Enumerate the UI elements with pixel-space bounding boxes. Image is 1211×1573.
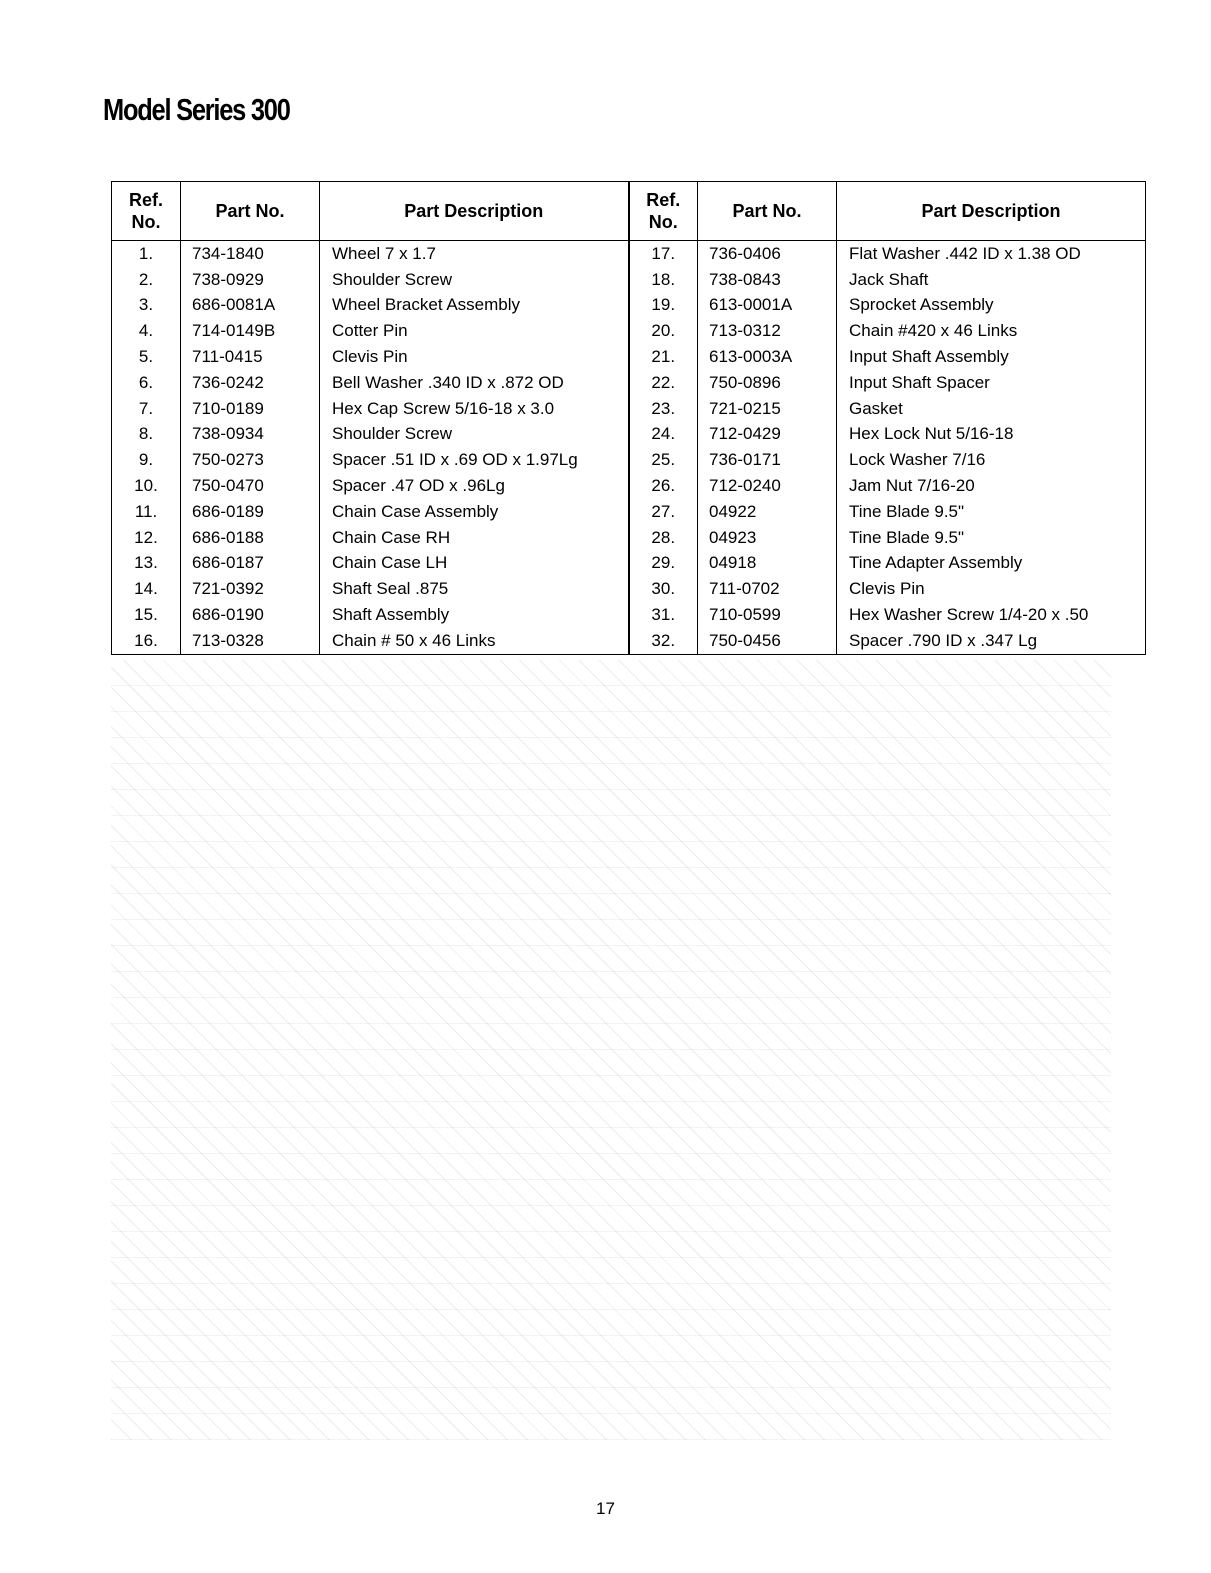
part-description: Spacer .790 ID x .347 Lg [837,628,1146,654]
part-number: 738-0843 [698,267,837,293]
part-number: 712-0429 [698,422,837,448]
part-description: Chain # 50 x 46 Links [320,628,629,654]
ref-number: 7. [112,396,181,422]
part-description: Bell Washer .340 ID x .872 OD [320,370,629,396]
part-number: 04918 [698,551,837,577]
part-description: Cotter Pin [320,318,629,344]
part-description: Chain #420 x 46 Links [837,318,1146,344]
part-description: Gasket [837,396,1146,422]
part-description: Input Shaft Assembly [837,344,1146,370]
part-description: Chain Case Assembly [320,499,629,525]
part-description: Wheel 7 x 1.7 [320,241,629,267]
part-number: 686-0187 [181,551,320,577]
ref-no-header: Ref. No. [112,182,181,241]
part-description: Chain Case RH [320,525,629,551]
ref-number: 32. [629,628,698,654]
table-row [112,525,1146,551]
ref-number: 22. [629,370,698,396]
table-row [112,499,1146,525]
table-row [112,551,1146,577]
part-description: Sprocket Assembly [837,293,1146,319]
ref-number: 18. [629,267,698,293]
part-number: 686-0189 [181,499,320,525]
ref-number: 1. [112,241,181,267]
ref-number: 20. [629,318,698,344]
ref-number: 23. [629,396,698,422]
ref-number: 17. [629,241,698,267]
ref-no-header: Ref. No. [629,182,698,241]
part-number: 711-0415 [181,344,320,370]
table-row [112,576,1146,602]
part-number: 710-0599 [698,602,837,628]
part-number: 613-0001A [698,293,837,319]
part-description: Input Shaft Spacer [837,370,1146,396]
part-description: Lock Washer 7/16 [837,447,1146,473]
ref-number: 11. [112,499,181,525]
ref-number: 24. [629,422,698,448]
part-number: 714-0149B [181,318,320,344]
part-number: 738-0929 [181,267,320,293]
parts-list-table [111,181,1146,655]
part-number: 711-0702 [698,576,837,602]
part-number: 750-0896 [698,370,837,396]
part-number: 750-0456 [698,628,837,654]
part-description: Shaft Assembly [320,602,629,628]
part-description: Shoulder Screw [320,422,629,448]
part-number: 738-0934 [181,422,320,448]
table-row [112,473,1146,499]
part-description: Jam Nut 7/16-20 [837,473,1146,499]
part-description: Clevis Pin [320,344,629,370]
part-description-header: Part Description [320,182,629,241]
part-number: 686-0081A [181,293,320,319]
part-number: 736-0242 [181,370,320,396]
ref-number: 21. [629,344,698,370]
table-header-row [112,182,1146,241]
ref-number: 25. [629,447,698,473]
part-number: 713-0328 [181,628,320,654]
part-number: 04922 [698,499,837,525]
ref-number: 26. [629,473,698,499]
table-row [112,628,1146,654]
table-row [112,447,1146,473]
part-number: 721-0215 [698,396,837,422]
table-row [112,602,1146,628]
part-number: 721-0392 [181,576,320,602]
part-description: Shoulder Screw [320,267,629,293]
part-description: Spacer .47 OD x .96Lg [320,473,629,499]
part-number: 686-0190 [181,602,320,628]
part-description-header: Part Description [837,182,1146,241]
ref-number: 10. [112,473,181,499]
part-number: 750-0273 [181,447,320,473]
part-description: Jack Shaft [837,267,1146,293]
ref-number: 13. [112,551,181,577]
part-number: 736-0406 [698,241,837,267]
ref-number: 8. [112,422,181,448]
ref-number: 15. [112,602,181,628]
ref-number: 27. [629,499,698,525]
page-title: Model Series 300 [103,92,290,127]
part-no-header: Part No. [698,182,837,241]
part-number: 04923 [698,525,837,551]
table-row [112,318,1146,344]
ref-number: 12. [112,525,181,551]
part-description: Flat Washer .442 ID x 1.38 OD [837,241,1146,267]
part-number: 712-0240 [698,473,837,499]
ref-number: 19. [629,293,698,319]
table-row [112,344,1146,370]
part-number: 736-0171 [698,447,837,473]
part-description: Hex Lock Nut 5/16-18 [837,422,1146,448]
part-number: 710-0189 [181,396,320,422]
part-description: Tine Blade 9.5" [837,499,1146,525]
table-row [112,422,1146,448]
part-number: 613-0003A [698,344,837,370]
ref-number: 4. [112,318,181,344]
page-number: 17 [596,1499,615,1518]
ref-number: 5. [112,344,181,370]
table-row [112,293,1146,319]
ref-number: 29. [629,551,698,577]
part-description: Chain Case LH [320,551,629,577]
part-description: Wheel Bracket Assembly [320,293,629,319]
table-row [112,370,1146,396]
ref-number: 30. [629,576,698,602]
table-row [112,267,1146,293]
ref-number: 3. [112,293,181,319]
ref-number: 28. [629,525,698,551]
part-description: Shaft Seal .875 [320,576,629,602]
ref-number: 16. [112,628,181,654]
part-number: 750-0470 [181,473,320,499]
part-number: 686-0188 [181,525,320,551]
table-row [112,241,1146,267]
ref-number: 2. [112,267,181,293]
part-description: Tine Adapter Assembly [837,551,1146,577]
table-row [112,396,1146,422]
part-no-header: Part No. [181,182,320,241]
background-dot-pattern [111,660,1111,1440]
part-number: 713-0312 [698,318,837,344]
ref-number: 14. [112,576,181,602]
part-description: Hex Washer Screw 1/4-20 x .50 [837,602,1146,628]
ref-number: 31. [629,602,698,628]
ref-number: 6. [112,370,181,396]
part-number: 734-1840 [181,241,320,267]
part-description: Hex Cap Screw 5/16-18 x 3.0 [320,396,629,422]
ref-number: 9. [112,447,181,473]
part-description: Clevis Pin [837,576,1146,602]
part-description: Spacer .51 ID x .69 OD x 1.97Lg [320,447,629,473]
part-description: Tine Blade 9.5" [837,525,1146,551]
